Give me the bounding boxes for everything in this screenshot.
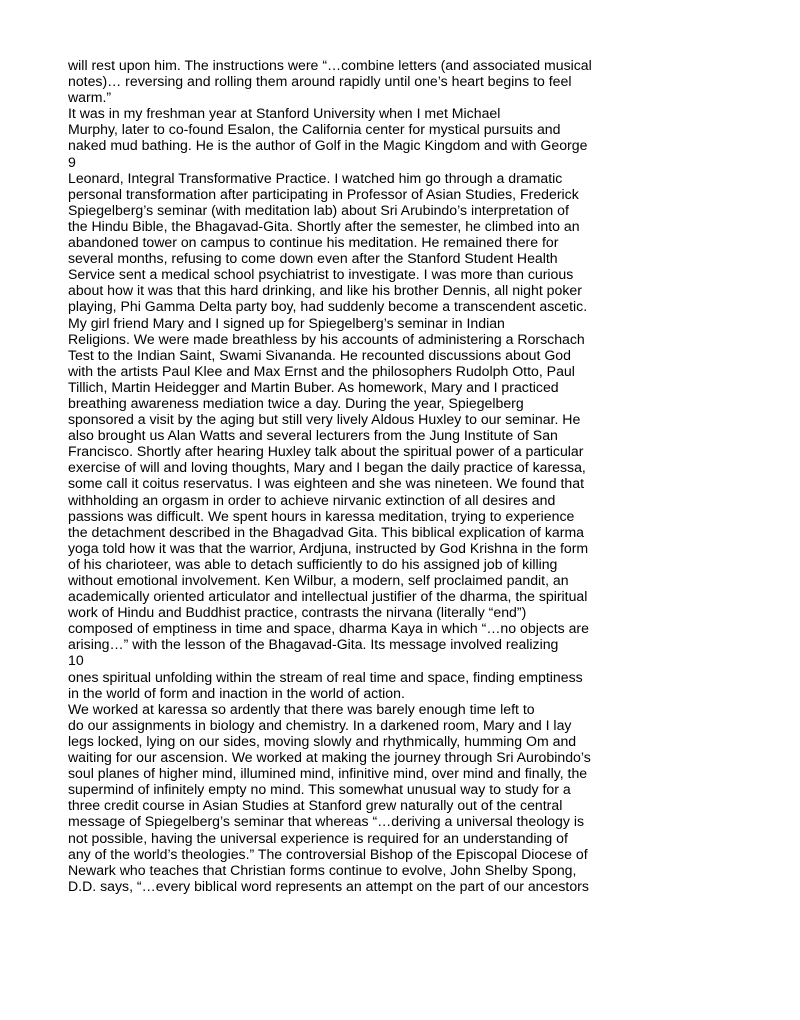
text-line: playing, Phi Gamma Delta party boy, had suddenly become a transcendent ascetic. bbox=[68, 298, 588, 315]
text-line: notes)… reversing and rolling them around rapidly until one’s heart begins to feel bbox=[68, 73, 572, 90]
text-line: with the artists Paul Klee and Max Ernst and the philosophers Rudolph Otto, Paul bbox=[68, 362, 575, 379]
text-line: do our assignments in biology and chemistry. In a darkened room, Mary and I lay bbox=[68, 716, 572, 733]
text-line: work of Hindu and Buddhist practice, contrasts the nirvana (literally “end”) bbox=[68, 604, 527, 621]
text-line: Religions. We were made breathless by his accounts of administering a Rorschach bbox=[68, 330, 585, 347]
text-line: My girl friend Mary and I signed up for Spiegelberg’s seminar in Indian bbox=[68, 314, 505, 331]
text-line: We worked at karessa so ardently that there was barely enough time left to bbox=[68, 700, 535, 717]
body-text bbox=[68, 57, 748, 894]
text-line: waiting for our ascension. We worked at making the journey through Sri Aurobindo’s bbox=[68, 749, 591, 766]
text-line: in the world of form and inaction in the world of action. bbox=[68, 684, 405, 701]
text-line: the detachment described in the Bhagadvad Gita. This biblical explication of karma bbox=[68, 523, 585, 540]
text-line: Francisco. Shortly after hearing Huxley talk about the spiritual power of a particular bbox=[68, 443, 584, 460]
text-line: yoga told how it was that the warrior, Ardjuna, instructed by God Krishna in the form bbox=[68, 539, 589, 556]
text-line: message of Spiegelberg’s seminar that whereas “…deriving a universal theology is bbox=[68, 813, 584, 830]
text-line: composed of emptiness in time and space, dharma Kaya in which “…no objects are bbox=[68, 620, 589, 637]
text-line: some call it coitus reservatus. I was eighteen and she was nineteen. We found that bbox=[68, 475, 585, 492]
text-line: withholding an orgasm in order to achieve nirvanic extinction of all desires and bbox=[68, 491, 556, 508]
text-line: without emotional involvement. Ken Wilbur, a modern, self proclaimed pandit, an bbox=[68, 572, 569, 588]
text-line: about how it was that this hard drinking, and like his brother Dennis, all night poker bbox=[68, 282, 582, 299]
text-line: 9 bbox=[68, 153, 76, 170]
text-line: of his charioteer, was able to detach sufficiently to do his assigned job of killing bbox=[68, 555, 558, 572]
text-line: academically oriented articulator and intellectual justifier of the dharma, the spiritual bbox=[68, 588, 588, 605]
text-line: also brought us Alan Watts and several lecturers from the Jung Institute of San bbox=[68, 427, 558, 444]
text-line: personal transformation after participating in Professor of Asian Studies, Frederick bbox=[68, 185, 579, 202]
text-line: 10 bbox=[68, 652, 84, 669]
text-line: the Hindu Bible, the Bhagavad-Gita. Shortly after the semester, he climbed into an bbox=[68, 217, 580, 234]
text-line: Newark who teaches that Christian forms continue to evolve, John Shelby Spong, bbox=[68, 861, 577, 878]
text-line: Leonard, Integral Transformative Practice. I watched him go through a dramatic bbox=[68, 169, 563, 186]
text-line: legs locked, lying on our sides, moving slowly and rhythmically, humming Om and bbox=[68, 732, 577, 749]
text-line: will rest upon him. The instructions were “…combine letters (and associated musical bbox=[68, 57, 592, 73]
text-line: passions was difficult. We spent hours in karessa meditation, trying to experience bbox=[68, 507, 575, 524]
text-line: sponsored a visit by the aging but still very lively Aldous Huxley to our seminar. He bbox=[68, 411, 581, 428]
text-line: Test to the Indian Saint, Swami Sivananda. He recounted discussions about God bbox=[68, 346, 571, 363]
text-line: Tillich, Martin Heidegger and Martin Buber. As homework, Mary and I practiced bbox=[68, 378, 559, 395]
text-line: D.D. says, “…every biblical word represents an attempt on the part of our ancestors bbox=[68, 877, 589, 894]
text-line: ones spiritual unfolding within the stream of real time and space, finding emptiness bbox=[68, 668, 583, 685]
text-line: Murphy, later to co-found Esalon, the California center for mystical pursuits and bbox=[68, 121, 561, 138]
text-line: Spiegelberg’s seminar (with meditation lab) about Sri Arubindo’s interpretation of bbox=[68, 201, 569, 218]
text-line: arising…” with the lesson of the Bhagavad-Gita. Its message involved realizing bbox=[68, 636, 559, 653]
text-line: breathing awareness mediation twice a day. During the year, Spiegelberg bbox=[68, 394, 524, 411]
text-line: It was in my freshman year at Stanford University when I met Michael bbox=[68, 105, 501, 122]
text-line: not possible, having the universal experience is required for an understanding of bbox=[68, 829, 568, 846]
text-line: abandoned tower on campus to continue his meditation. He remained there for bbox=[68, 234, 559, 251]
text-line: several months, refusing to come down even after the Stanford Student Health bbox=[68, 250, 558, 267]
text-line: supermind of infinitely empty no mind. This somewhat unusual way to study for a bbox=[68, 781, 571, 798]
text-line: naked mud bathing. He is the author of Golf in the Magic Kingdom and with George bbox=[68, 137, 588, 154]
text-line: any of the world’s theologies.” The controversial Bishop of the Episcopal Diocese of bbox=[68, 845, 588, 862]
text-line: Service sent a medical school psychiatrist to investigate. I was more than curious bbox=[68, 266, 574, 283]
text-line: three credit course in Asian Studies at Stanford grew naturally out of the central bbox=[68, 797, 563, 814]
text-line: soul planes of higher mind, illumined mind, infinitive mind, over mind and finally, the bbox=[68, 765, 588, 782]
text-line: exercise of will and loving thoughts, Mary and I began the daily practice of karessa, bbox=[68, 459, 586, 476]
text-line: warm.” bbox=[68, 89, 112, 106]
